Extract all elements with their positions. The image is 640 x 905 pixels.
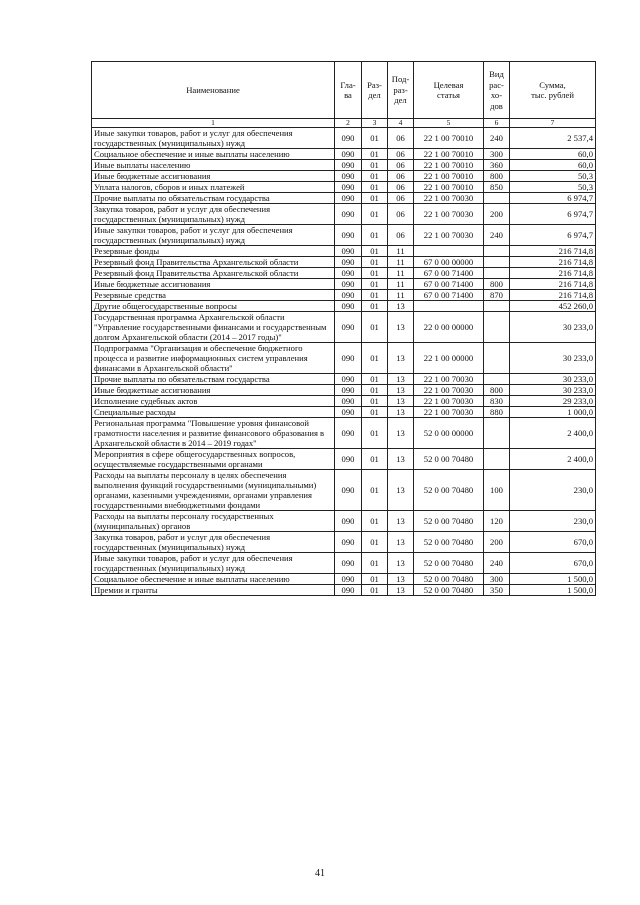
row-glava: 090 [335, 418, 362, 449]
row-sum: 230,0 [510, 470, 596, 511]
table-row [92, 385, 596, 396]
header-expense-type: Вид рас- хо- дов [484, 62, 510, 119]
header-podrazdel: Под- раз- дел [388, 62, 414, 119]
row-sum: 670,0 [510, 553, 596, 574]
row-podrazdel: 06 [388, 128, 414, 149]
row-podrazdel: 11 [388, 290, 414, 301]
row-sum: 216 714,8 [510, 246, 596, 257]
row-name: Государственная программа Архангельской области "Управление государственными финансами и государственным долгом Архангельской области (2014 – 2017 годы)" [92, 312, 335, 343]
row-glava: 090 [335, 149, 362, 160]
row-razdel: 01 [362, 246, 388, 257]
table-row [92, 553, 596, 574]
row-glava: 090 [335, 374, 362, 385]
row-name: Исполнение судебных актов [92, 396, 335, 407]
column-number: 1 [92, 119, 335, 128]
row-sum: 30 233,0 [510, 312, 596, 343]
row-podrazdel: 06 [388, 204, 414, 225]
row-glava: 090 [335, 225, 362, 246]
row-name: Прочие выплаты по обязательствам государства [92, 193, 335, 204]
row-expense-type: 850 [484, 182, 510, 193]
row-glava: 090 [335, 449, 362, 470]
row-expense-type [484, 418, 510, 449]
row-glava: 090 [335, 290, 362, 301]
row-expense-type: 240 [484, 225, 510, 246]
row-sum: 50,3 [510, 182, 596, 193]
budget-table [91, 61, 596, 596]
row-podrazdel: 13 [388, 301, 414, 312]
row-razdel: 01 [362, 312, 388, 343]
row-podrazdel: 13 [388, 449, 414, 470]
row-podrazdel: 13 [388, 396, 414, 407]
row-target-article: 22 0 00 00000 [414, 312, 484, 343]
row-name: Прочие выплаты по обязательствам государства [92, 374, 335, 385]
row-glava: 090 [335, 268, 362, 279]
row-podrazdel: 06 [388, 225, 414, 246]
table-row [92, 149, 596, 160]
row-name: Мероприятия в сфере общегосударственных вопросов, осуществляемые государственными органами [92, 449, 335, 470]
table-row [92, 225, 596, 246]
row-sum: 30 233,0 [510, 374, 596, 385]
row-target-article: 52 0 00 70480 [414, 574, 484, 585]
row-podrazdel: 13 [388, 407, 414, 418]
row-expense-type [484, 343, 510, 374]
row-target-article: 52 0 00 70480 [414, 449, 484, 470]
row-podrazdel: 06 [388, 193, 414, 204]
row-razdel: 01 [362, 182, 388, 193]
table-body [92, 128, 596, 596]
table-row [92, 407, 596, 418]
row-razdel: 01 [362, 553, 388, 574]
row-name: Социальное обеспечение и иные выплаты населению [92, 574, 335, 585]
row-target-article: 52 0 00 70480 [414, 511, 484, 532]
row-sum: 216 714,8 [510, 290, 596, 301]
row-razdel: 01 [362, 407, 388, 418]
row-name: Закупка товаров, работ и услуг для обеспечения государственных (муниципальных) нужд [92, 532, 335, 553]
row-glava: 090 [335, 193, 362, 204]
row-podrazdel: 13 [388, 532, 414, 553]
row-razdel: 01 [362, 574, 388, 585]
table-row [92, 160, 596, 171]
row-glava: 090 [335, 470, 362, 511]
row-glava: 090 [335, 343, 362, 374]
row-glava: 090 [335, 312, 362, 343]
row-name: Расходы на выплаты персоналу в целях обеспечения выполнения функций государственными (муниципальными) органами, казенными учреждениями, органами управления государственными внебюджетными фондами [92, 470, 335, 511]
row-razdel: 01 [362, 290, 388, 301]
row-glava: 090 [335, 279, 362, 290]
row-name: Иные бюджетные ассигнования [92, 171, 335, 182]
row-sum: 216 714,8 [510, 257, 596, 268]
row-sum: 1 000,0 [510, 407, 596, 418]
row-expense-type [484, 301, 510, 312]
row-podrazdel: 13 [388, 343, 414, 374]
table-row [92, 290, 596, 301]
row-sum: 60,0 [510, 160, 596, 171]
row-target-article: 52 0 00 00000 [414, 418, 484, 449]
row-expense-type: 800 [484, 171, 510, 182]
row-name: Иные закупки товаров, работ и услуг для обеспечения государственных (муниципальных) нужд [92, 225, 335, 246]
row-razdel: 01 [362, 279, 388, 290]
row-glava: 090 [335, 204, 362, 225]
row-podrazdel: 13 [388, 374, 414, 385]
row-glava: 090 [335, 182, 362, 193]
row-target-article: 67 0 00 71400 [414, 268, 484, 279]
row-name: Иные бюджетные ассигнования [92, 385, 335, 396]
row-razdel: 01 [362, 532, 388, 553]
row-razdel: 01 [362, 343, 388, 374]
table-row [92, 470, 596, 511]
table-row [92, 374, 596, 385]
row-glava: 090 [335, 160, 362, 171]
row-name: Резервный фонд Правительства Архангельской области [92, 257, 335, 268]
row-podrazdel: 13 [388, 574, 414, 585]
table-row [92, 246, 596, 257]
row-target-article: 22 1 00 70010 [414, 160, 484, 171]
row-razdel: 01 [362, 204, 388, 225]
column-number: 7 [510, 119, 596, 128]
row-target-article: 22 1 00 70030 [414, 385, 484, 396]
table-row [92, 574, 596, 585]
row-target-article: 22 1 00 70010 [414, 128, 484, 149]
row-glava: 090 [335, 574, 362, 585]
row-name: Региональная программа "Повышение уровня финансовой грамотности населения и развитие финансового образования в Архангельской области в 2014 – 2019 годах" [92, 418, 335, 449]
row-sum: 670,0 [510, 532, 596, 553]
header-name: Наименование [92, 62, 335, 119]
row-expense-type: 360 [484, 160, 510, 171]
row-target-article: 67 0 00 71400 [414, 290, 484, 301]
row-name: Уплата налогов, сборов и иных платежей [92, 182, 335, 193]
row-glava: 090 [335, 128, 362, 149]
row-razdel: 01 [362, 301, 388, 312]
table-row [92, 171, 596, 182]
row-glava: 090 [335, 257, 362, 268]
row-target-article: 22 1 00 70030 [414, 204, 484, 225]
table-row [92, 585, 596, 596]
row-expense-type [484, 449, 510, 470]
row-name: Премии и гранты [92, 585, 335, 596]
row-expense-type [484, 246, 510, 257]
row-sum: 1 500,0 [510, 574, 596, 585]
table-row [92, 204, 596, 225]
page-number: 41 [315, 868, 325, 879]
row-podrazdel: 06 [388, 160, 414, 171]
header-target-article: Целевая статья [414, 62, 484, 119]
row-razdel: 01 [362, 374, 388, 385]
row-name: Другие общегосударственные вопросы [92, 301, 335, 312]
row-target-article: 22 1 00 70030 [414, 225, 484, 246]
row-podrazdel: 13 [388, 553, 414, 574]
row-expense-type [484, 268, 510, 279]
row-glava: 090 [335, 532, 362, 553]
row-name: Подпрограмма "Организация и обеспечение бюджетного процесса и развитие информационных систем управления финансами в Архангельской области" [92, 343, 335, 374]
row-expense-type: 240 [484, 553, 510, 574]
row-target-article: 52 0 00 70480 [414, 585, 484, 596]
column-number: 3 [362, 119, 388, 128]
row-sum: 6 974,7 [510, 193, 596, 204]
row-expense-type: 350 [484, 585, 510, 596]
row-podrazdel: 13 [388, 470, 414, 511]
row-podrazdel: 11 [388, 279, 414, 290]
row-podrazdel: 11 [388, 268, 414, 279]
row-podrazdel: 13 [388, 511, 414, 532]
table-row [92, 312, 596, 343]
row-name: Иные закупки товаров, работ и услуг для обеспечения государственных (муниципальных) нужд [92, 553, 335, 574]
row-sum: 2 537,4 [510, 128, 596, 149]
column-number: 4 [388, 119, 414, 128]
row-sum: 452 260,0 [510, 301, 596, 312]
row-razdel: 01 [362, 160, 388, 171]
row-target-article: 52 0 00 70480 [414, 532, 484, 553]
row-glava: 090 [335, 301, 362, 312]
row-razdel: 01 [362, 511, 388, 532]
header-row [92, 62, 596, 119]
column-number: 2 [335, 119, 362, 128]
row-name: Резервный фонд Правительства Архангельской области [92, 268, 335, 279]
row-expense-type: 200 [484, 532, 510, 553]
row-podrazdel: 11 [388, 257, 414, 268]
row-expense-type: 300 [484, 574, 510, 585]
row-target-article: 67 0 00 00000 [414, 257, 484, 268]
row-sum: 50,3 [510, 171, 596, 182]
row-sum: 6 974,7 [510, 225, 596, 246]
table-row [92, 532, 596, 553]
row-target-article: 67 0 00 71400 [414, 279, 484, 290]
row-podrazdel: 06 [388, 149, 414, 160]
row-expense-type [484, 257, 510, 268]
row-glava: 090 [335, 385, 362, 396]
row-name: Иные закупки товаров, работ и услуг для обеспечения государственных (муниципальных) нужд [92, 128, 335, 149]
row-expense-type: 830 [484, 396, 510, 407]
row-sum: 230,0 [510, 511, 596, 532]
table-row [92, 511, 596, 532]
table-row [92, 396, 596, 407]
row-glava: 090 [335, 585, 362, 596]
table-row [92, 301, 596, 312]
row-expense-type: 200 [484, 204, 510, 225]
row-razdel: 01 [362, 449, 388, 470]
row-target-article: 22 1 00 70030 [414, 396, 484, 407]
row-razdel: 01 [362, 396, 388, 407]
row-podrazdel: 11 [388, 246, 414, 257]
row-glava: 090 [335, 553, 362, 574]
table-row [92, 343, 596, 374]
row-expense-type [484, 374, 510, 385]
table-row [92, 182, 596, 193]
row-sum: 2 400,0 [510, 449, 596, 470]
table-row [92, 193, 596, 204]
column-number: 5 [414, 119, 484, 128]
row-glava: 090 [335, 396, 362, 407]
table-row [92, 418, 596, 449]
row-sum: 1 500,0 [510, 585, 596, 596]
row-target-article [414, 246, 484, 257]
row-name: Резервные фонды [92, 246, 335, 257]
header-sum: Сумма, тыс. рублей [510, 62, 596, 119]
row-sum: 216 714,8 [510, 279, 596, 290]
row-target-article [414, 301, 484, 312]
row-expense-type: 800 [484, 279, 510, 290]
row-razdel: 01 [362, 268, 388, 279]
row-razdel: 01 [362, 128, 388, 149]
row-name: Иные бюджетные ассигнования [92, 279, 335, 290]
row-glava: 090 [335, 407, 362, 418]
row-expense-type: 120 [484, 511, 510, 532]
row-target-article: 22 1 00 00000 [414, 343, 484, 374]
row-expense-type: 870 [484, 290, 510, 301]
row-expense-type [484, 193, 510, 204]
row-target-article: 22 1 00 70010 [414, 149, 484, 160]
row-expense-type: 300 [484, 149, 510, 160]
row-razdel: 01 [362, 257, 388, 268]
row-razdel: 01 [362, 470, 388, 511]
row-target-article: 22 1 00 70030 [414, 374, 484, 385]
table-row [92, 449, 596, 470]
row-target-article: 22 1 00 70010 [414, 171, 484, 182]
column-number-row [92, 119, 596, 128]
row-glava: 090 [335, 246, 362, 257]
row-podrazdel: 13 [388, 312, 414, 343]
row-target-article: 22 1 00 70030 [414, 193, 484, 204]
row-target-article: 52 0 00 70480 [414, 553, 484, 574]
row-glava: 090 [335, 171, 362, 182]
row-razdel: 01 [362, 171, 388, 182]
row-sum: 30 233,0 [510, 343, 596, 374]
column-number: 6 [484, 119, 510, 128]
row-razdel: 01 [362, 149, 388, 160]
row-name: Социальное обеспечение и иные выплаты населению [92, 149, 335, 160]
row-expense-type: 100 [484, 470, 510, 511]
row-podrazdel: 13 [388, 585, 414, 596]
row-name: Закупка товаров, работ и услуг для обеспечения государственных (муниципальных) нужд [92, 204, 335, 225]
header-glava: Гла- ва [335, 62, 362, 119]
row-podrazdel: 06 [388, 182, 414, 193]
row-name: Иные выплаты населению [92, 160, 335, 171]
row-podrazdel: 13 [388, 418, 414, 449]
row-razdel: 01 [362, 225, 388, 246]
row-razdel: 01 [362, 585, 388, 596]
row-podrazdel: 13 [388, 385, 414, 396]
table-row [92, 128, 596, 149]
row-target-article: 22 1 00 70030 [414, 407, 484, 418]
row-razdel: 01 [362, 193, 388, 204]
row-expense-type: 240 [484, 128, 510, 149]
row-sum: 29 233,0 [510, 396, 596, 407]
row-name: Специальные расходы [92, 407, 335, 418]
table-row [92, 257, 596, 268]
row-sum: 60,0 [510, 149, 596, 160]
row-razdel: 01 [362, 385, 388, 396]
row-name: Расходы на выплаты персоналу государственных (муниципальных) органов [92, 511, 335, 532]
row-razdel: 01 [362, 418, 388, 449]
row-target-article: 52 0 00 70480 [414, 470, 484, 511]
row-sum: 216 714,8 [510, 268, 596, 279]
row-sum: 6 974,7 [510, 204, 596, 225]
row-glava: 090 [335, 511, 362, 532]
row-name: Резервные средства [92, 290, 335, 301]
row-expense-type [484, 312, 510, 343]
table-row [92, 268, 596, 279]
row-expense-type: 800 [484, 385, 510, 396]
header-razdel: Раз- дел [362, 62, 388, 119]
row-podrazdel: 06 [388, 171, 414, 182]
table-row [92, 279, 596, 290]
row-sum: 30 233,0 [510, 385, 596, 396]
row-sum: 2 400,0 [510, 418, 596, 449]
row-target-article: 22 1 00 70010 [414, 182, 484, 193]
row-expense-type: 880 [484, 407, 510, 418]
